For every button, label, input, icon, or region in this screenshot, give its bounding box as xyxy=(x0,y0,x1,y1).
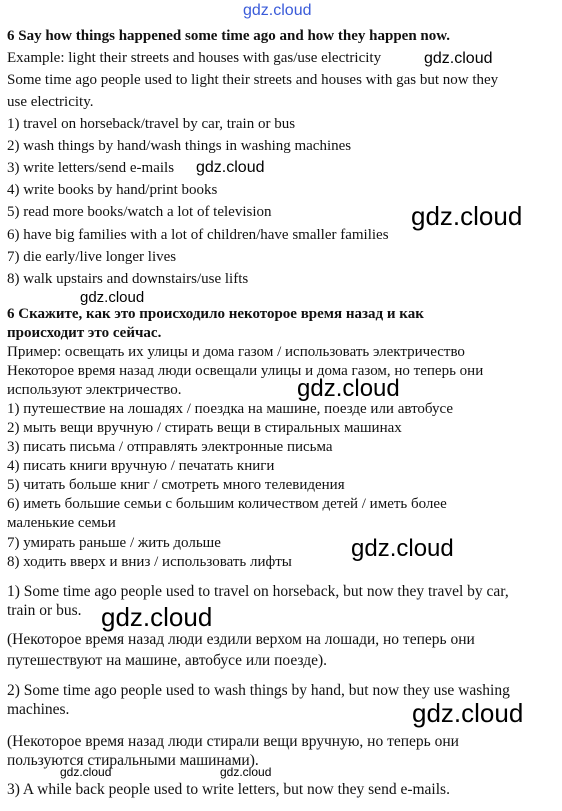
russian-item: маленькие семьи xyxy=(7,515,116,531)
watermark: gdz.cloud xyxy=(411,201,523,231)
english-example-answer-line2: use electricity. xyxy=(7,94,94,110)
watermark: gdz.cloud xyxy=(101,602,213,632)
english-item: 8) walk upstairs and downstairs/use lifts xyxy=(7,271,249,287)
english-item: 7) die early/live longer lives xyxy=(7,249,177,265)
russian-item: 7) умирать раньше / жить дольше xyxy=(7,535,221,551)
watermark: gdz.cloud xyxy=(196,159,265,176)
answer-2-translation-line1: (Некоторое время назад люди стирали вещи вручную, но теперь они xyxy=(7,733,459,750)
watermark: gdz.cloud xyxy=(297,375,400,402)
watermark: gdz.cloud xyxy=(351,535,454,562)
russian-item: 8) ходить вверх и вниз / использовать лифты xyxy=(7,554,292,570)
english-item: 4) write books by hand/print books xyxy=(7,182,218,198)
answer-1-line1: 1) Some time ago people used to travel on horseback, but now they travel by car, xyxy=(7,583,509,600)
russian-example: Пример: освещать их улицы и дома газом / использовать электричество xyxy=(7,344,465,360)
answer-2-line1: 2) Some time ago people used to wash things by hand, but now they use washing xyxy=(7,682,510,699)
watermark: gdz.cloud xyxy=(60,765,112,779)
russian-item: 6) иметь большие семьи с большим количеством детей / иметь более xyxy=(7,496,447,512)
russian-item: 2) мыть вещи вручную / стирать вещи в стиральных машинах xyxy=(7,420,402,436)
watermark: gdz.cloud xyxy=(424,50,493,67)
russian-item: 4) писать книги вручную / печатать книги xyxy=(7,458,275,474)
english-example: Example: light their streets and houses with gas/use electricity xyxy=(7,50,382,66)
english-item: 6) have big families with a lot of children/have smaller families xyxy=(7,227,389,243)
answer-1-line2: train or bus. xyxy=(7,602,82,619)
answer-3-line1: 3) A while back people used to write letters, but now they send e-mails. xyxy=(7,781,450,798)
watermark: gdz.cloud xyxy=(412,698,524,728)
answer-1-translation-line1: (Некоторое время назад люди ездили верхом на лошади, но теперь они xyxy=(7,631,475,648)
russian-item: 1) путешествие на лошадях / поездка на машине, поезде или автобусе xyxy=(7,401,453,417)
answer-1-translation-line2: путешествуют на машине, автобусе или поезде). xyxy=(7,652,328,669)
english-item: 2) wash things by hand/wash things in washing machines xyxy=(7,138,352,154)
russian-example-answer-line2: используют электричество. xyxy=(7,382,182,398)
english-item: 3) write letters/send e-mails xyxy=(7,160,175,176)
english-task-heading: 6 Say how things happened some time ago and how they happen now. xyxy=(7,28,451,44)
watermark: gdz.cloud xyxy=(80,289,145,306)
russian-task-heading-line2: происходит это сейчас. xyxy=(7,325,162,341)
watermark: gdz.cloud xyxy=(220,765,272,779)
english-item: 5) read more books/watch a lot of television xyxy=(7,204,272,220)
russian-task-heading-line1: 6 Скажите, как это происходило некоторое время назад и как xyxy=(7,306,424,322)
watermark: gdz.cloud xyxy=(243,2,312,19)
english-item: 1) travel on horseback/travel by car, train or bus xyxy=(7,116,296,132)
english-example-answer-line1: Some time ago people used to light their streets and houses with gas but now they xyxy=(7,72,499,88)
russian-item: 3) писать письма / отправлять электронные письма xyxy=(7,439,333,455)
russian-example-answer-line1: Некоторое время назад люди освещали улицы и дома газом, но теперь они xyxy=(7,363,484,379)
answer-2-line2: machines. xyxy=(7,701,70,718)
russian-item: 5) читать больше книг / смотреть много телевидения xyxy=(7,477,345,493)
answer-2-translation-line2: пользуются стиральными машинами). xyxy=(7,752,259,769)
